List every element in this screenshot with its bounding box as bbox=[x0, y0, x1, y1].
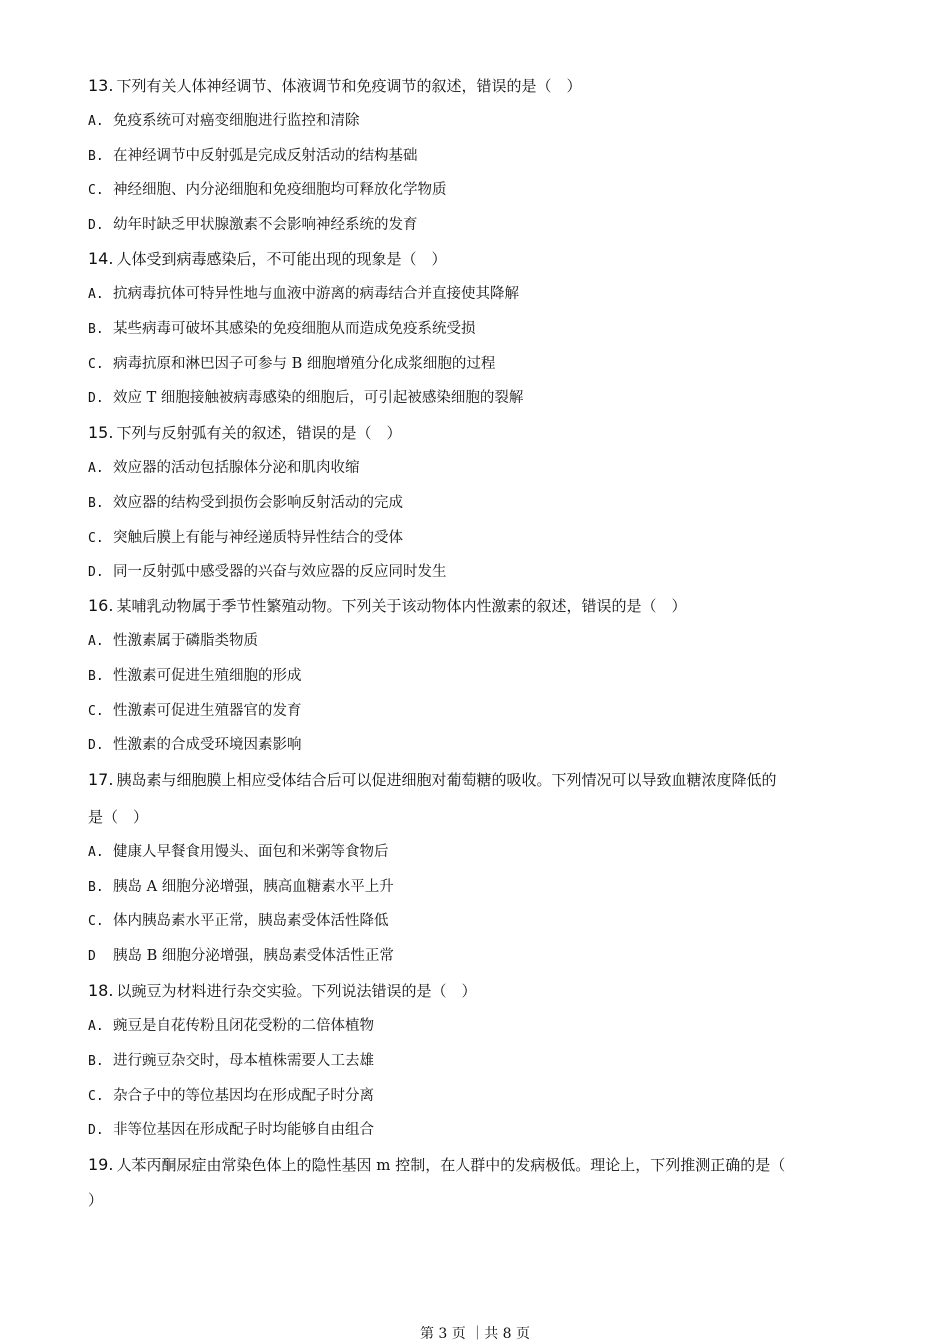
question-text-cont: ） bbox=[88, 1191, 104, 1209]
answer-option bbox=[88, 562, 447, 583]
answer-option bbox=[88, 911, 389, 932]
answer-option bbox=[88, 284, 519, 305]
question-stem-continued bbox=[88, 807, 148, 827]
question-text: 以豌豆为材料进行杂交实验。下列说法错误的是（ ） bbox=[116, 982, 477, 1000]
option-letter: A. bbox=[88, 461, 104, 476]
option-text: 效应器的活动包括腺体分泌和肌肉收缩 bbox=[113, 460, 360, 476]
answer-option bbox=[88, 631, 258, 652]
option-letter: A. bbox=[88, 845, 104, 860]
option-text: 体内胰岛素水平正常，胰岛素受体活性降低 bbox=[113, 913, 389, 929]
question-text-cont: 是（ ） bbox=[88, 808, 149, 826]
option-text: 在神经调节中反射弧是完成反射活动的结构基础 bbox=[113, 148, 418, 164]
question-text: 胰岛素与细胞膜上相应受体结合后可以促进细胞对葡萄糖的吸收。下列情况可以导致血糖浓度降低的 bbox=[116, 771, 777, 789]
option-letter: B. bbox=[88, 496, 104, 511]
answer-option bbox=[88, 877, 394, 898]
option-letter: D. bbox=[88, 1123, 104, 1138]
answer-option bbox=[88, 319, 476, 340]
answer-option bbox=[88, 180, 447, 201]
option-text: 效应器的结构受到损伤会影响反射活动的完成 bbox=[113, 495, 403, 511]
option-text: 性激素可促进生殖细胞的形成 bbox=[113, 668, 302, 684]
option-letter: B. bbox=[88, 149, 104, 164]
option-text: 胰岛 A 细胞分泌增强，胰高血糖素水平上升 bbox=[113, 879, 394, 895]
question-number: 17. bbox=[88, 770, 114, 789]
option-letter: C. bbox=[88, 357, 104, 372]
option-text: 胰岛 B 细胞分泌增强，胰岛素受体活性正常 bbox=[113, 948, 394, 964]
option-text: 同一反射弧中感受器的兴奋与效应器的反应同时发生 bbox=[113, 564, 447, 580]
question-stem bbox=[88, 770, 776, 790]
option-text: 健康人早餐食用馒头、面包和米粥等食物后 bbox=[113, 844, 389, 860]
answer-option bbox=[88, 111, 360, 132]
option-text: 抗病毒抗体可特异性地与血液中游离的病毒结合并直接使其降解 bbox=[113, 286, 519, 302]
question-text: 人苯丙酮尿症由常染色体上的隐性基因 m 控制，在人群中的发病极低。理论上，下列推测正确的是（ bbox=[116, 1156, 786, 1174]
option-letter: D bbox=[88, 949, 96, 964]
option-text: 突触后膜上有能与神经递质特异性结合的受体 bbox=[113, 530, 403, 546]
option-text: 效应 T 细胞接触被病毒感染的细胞后，可引起被感染细胞的裂解 bbox=[113, 390, 524, 406]
question-number: 13. bbox=[88, 76, 114, 95]
question-stem bbox=[88, 596, 686, 616]
answer-option bbox=[88, 1120, 374, 1141]
question-number: 18. bbox=[88, 981, 114, 1000]
option-letter: B. bbox=[88, 669, 104, 684]
question-stem bbox=[88, 249, 446, 269]
question-number: 15. bbox=[88, 423, 114, 442]
question-stem bbox=[88, 423, 401, 443]
question-number: 14. bbox=[88, 249, 114, 268]
question-text: 某哺乳动物属于季节性繁殖动物。下列关于该动物体内性激素的叙述，错误的是（ ） bbox=[116, 597, 687, 615]
option-text: 某些病毒可破坏其感染的免疫细胞从而造成免疫系统受损 bbox=[113, 321, 476, 337]
option-letter: C. bbox=[88, 1089, 104, 1104]
question-number: 16. bbox=[88, 596, 114, 615]
option-letter: C. bbox=[88, 183, 104, 198]
question-stem bbox=[88, 76, 581, 96]
option-letter: D. bbox=[88, 218, 104, 233]
option-letter: B. bbox=[88, 880, 104, 895]
option-letter: B. bbox=[88, 1054, 104, 1069]
answer-option bbox=[88, 735, 302, 756]
option-text: 免疫系统可对癌变细胞进行监控和清除 bbox=[113, 113, 360, 129]
answer-option bbox=[88, 1016, 374, 1037]
question-stem-continued bbox=[88, 1190, 103, 1210]
option-text: 进行豌豆杂交时，母本植株需要人工去雄 bbox=[113, 1053, 374, 1069]
option-letter: C. bbox=[88, 704, 104, 719]
option-letter: A. bbox=[88, 1019, 104, 1034]
answer-option bbox=[88, 666, 302, 687]
option-text: 幼年时缺乏甲状腺激素不会影响神经系统的发育 bbox=[113, 217, 418, 233]
option-text: 性激素可促进生殖器官的发育 bbox=[113, 703, 302, 719]
option-letter: D. bbox=[88, 738, 104, 753]
option-text: 病毒抗原和淋巴因子可参与 B 细胞增殖分化成浆细胞的过程 bbox=[113, 356, 496, 372]
answer-option bbox=[88, 388, 523, 409]
question-stem bbox=[88, 981, 476, 1001]
option-letter: A. bbox=[88, 634, 104, 649]
option-text: 豌豆是自花传粉且闭花受粉的二倍体植物 bbox=[113, 1018, 374, 1034]
option-letter: C. bbox=[88, 914, 104, 929]
option-letter: D. bbox=[88, 391, 104, 406]
option-letter: A. bbox=[88, 287, 104, 302]
question-stem bbox=[88, 1155, 785, 1175]
answer-option bbox=[88, 1051, 374, 1072]
answer-option bbox=[88, 946, 394, 967]
option-text: 非等位基因在形成配子时均能够自由组合 bbox=[113, 1122, 374, 1138]
answer-option bbox=[88, 458, 360, 479]
answer-option bbox=[88, 215, 418, 236]
answer-option bbox=[88, 354, 495, 375]
page-footer: 第 3 页 ｜共 8 页 bbox=[419, 1326, 531, 1342]
answer-option bbox=[88, 842, 389, 863]
question-text: 下列与反射弧有关的叙述，错误的是（ ） bbox=[116, 424, 402, 442]
answer-option bbox=[88, 493, 403, 514]
answer-option bbox=[88, 528, 403, 549]
option-letter: D. bbox=[88, 565, 104, 580]
option-text: 性激素的合成受环境因素影响 bbox=[113, 737, 302, 753]
answer-option bbox=[88, 701, 302, 722]
option-text: 杂合子中的等位基因均在形成配子时分离 bbox=[113, 1088, 374, 1104]
question-number: 19. bbox=[88, 1155, 114, 1174]
answer-option bbox=[88, 1086, 374, 1107]
option-letter: A. bbox=[88, 114, 104, 129]
option-text: 神经细胞、内分泌细胞和免疫细胞均可释放化学物质 bbox=[113, 182, 447, 198]
answer-option bbox=[88, 146, 418, 167]
option-letter: B. bbox=[88, 322, 104, 337]
question-text: 人体受到病毒感染后，不可能出现的现象是（ ） bbox=[116, 250, 447, 268]
option-letter: C. bbox=[88, 531, 104, 546]
option-text: 性激素属于磷脂类物质 bbox=[113, 633, 258, 649]
question-text: 下列有关人体神经调节、体液调节和免疫调节的叙述，错误的是（ ） bbox=[116, 77, 582, 95]
